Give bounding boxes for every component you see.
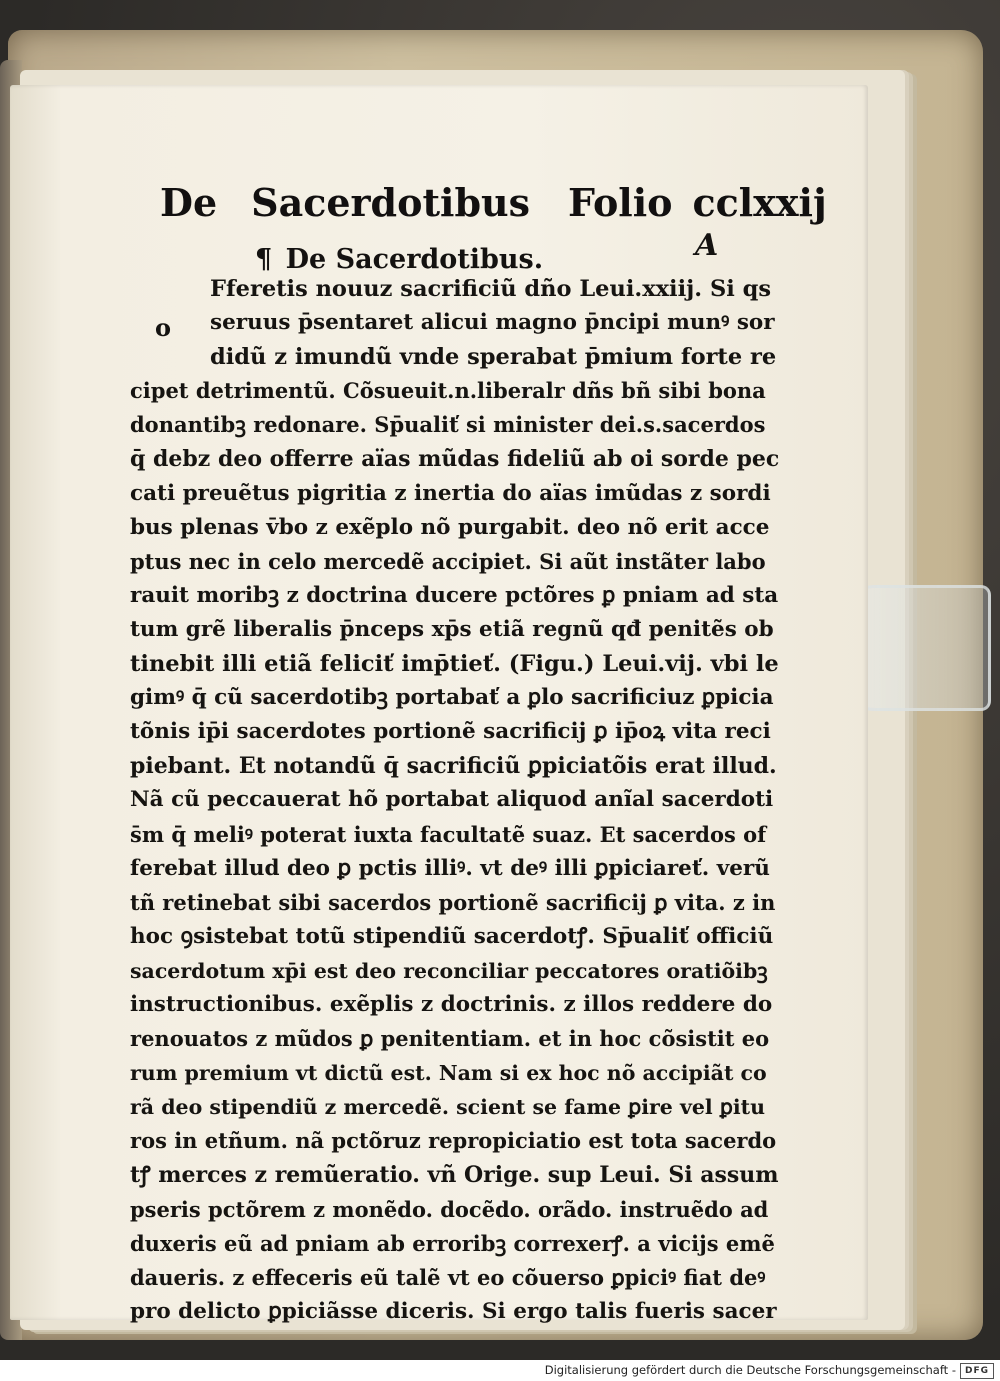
running-head-title: Sacerdotibus bbox=[251, 180, 531, 225]
initial-letter: o bbox=[155, 313, 172, 342]
text-line: pseris pctõrem z monẽdo. docẽdo. orãdo. instruẽdo ad bbox=[130, 1196, 769, 1222]
text-line: cipet detrimentũ. Cõsueuit.n.liberalr dñs bñ sibi bona bbox=[130, 378, 766, 404]
section-heading bbox=[255, 244, 543, 275]
running-head-folio-number: cclxxij bbox=[692, 180, 827, 225]
dfg-logo: DFG bbox=[960, 1363, 994, 1379]
footer-bar bbox=[0, 1360, 1000, 1381]
text-line: tꝭ merces z remũeratio. vñ Orige. sup Leui. Si assum bbox=[130, 1162, 779, 1189]
text-line: rauit moribꝫ z doctrina ducere pctõres ꝑ pniam ad sta bbox=[130, 582, 779, 608]
body-text bbox=[130, 272, 780, 1329]
text-line: instructionibus. exẽplis z doctrinis. z illos reddere do bbox=[130, 991, 773, 1017]
text-line: daueris. z effeceris eũ talẽ vt eo cõuerso ꝑpiciꝰ fiat deꝰ bbox=[130, 1264, 766, 1290]
text-line: renouatos z mũdos ꝑ penitentiam. et in hoc cõsistit eo bbox=[130, 1026, 770, 1052]
text-line: tõnis ip̄i sacerdotes portionẽ sacrificij ꝑ ip̄oꝝ vita reci bbox=[130, 719, 771, 745]
text-line: donantibꝫ redonare. Sp̄ualiť si minister dei.s.sacerdos bbox=[130, 412, 766, 438]
text-line: Fferetis nouuz sacrificiũ dño Leui.xxiij. Si qs bbox=[210, 276, 771, 302]
text-line: hoc ꝯsistebat totũ stipendiũ sacerdotꝭ. Sp̄ualiť officiũ bbox=[130, 923, 774, 949]
text-line: piebant. Et notandũ q̄ sacrificiũ ꝑpiciatõis erat illud. bbox=[130, 753, 777, 780]
running-head-folio-label: Folio bbox=[568, 180, 673, 225]
text-line: rã deo stipendiũ z mercedẽ. scient se fame ꝑire vel ꝑitu bbox=[130, 1095, 766, 1120]
text-line: tñ retinebat sibi sacerdos portionẽ sacrificij ꝑ vita. z in bbox=[130, 889, 776, 915]
text-line: bus plenas v̄bo z exẽplo nõ purgabit. deo nõ erit acce bbox=[130, 514, 770, 540]
text-line: sacerdotum xp̄i est deo reconciliar peccatores oratiõibꝫ bbox=[130, 958, 768, 983]
text-line: seruus p̄sentaret alicui magno p̄ncipi munꝰ sor bbox=[210, 310, 775, 336]
text-line: ptus nec in celo mercedẽ accipiet. Si aũt instãter labo bbox=[130, 548, 766, 574]
text-line: pro delicto ꝑpiciãsse diceris. Si ergo talis fueris sacer bbox=[130, 1298, 777, 1324]
text-line: duxeris eũ ad pniam ab erroribꝫ correxerꝭ. a vicijs emẽ bbox=[130, 1230, 775, 1256]
pilcrow-mark: ¶ bbox=[255, 244, 273, 275]
text-line: q̄ debz deo offerre aïas mũdas fideliũ ab oi sorde pec bbox=[130, 446, 780, 473]
text-line: Nã cũ peccauerat hõ portabat aliquod anĩal sacerdoti bbox=[130, 787, 774, 813]
running-head bbox=[160, 180, 827, 228]
text-line: ferebat illud deo ꝑ pctis illiꝰ. vt deꝰ illi ꝑpiciareť. verũ bbox=[130, 855, 770, 881]
text-line: s̄m q̄ meliꝰ poterat iuxta facultatẽ suaz. Et sacerdos of bbox=[130, 821, 767, 847]
text-line: tum grẽ liberalis p̄nceps xp̄s etiã regnũ qđ penitẽs ob bbox=[130, 616, 774, 642]
section-heading-text: De Sacerdotibus. bbox=[285, 244, 544, 275]
footer-credit: Digitalisierung gefördert durch die Deutsche Forschungsgemeinschaft - bbox=[544, 1363, 956, 1377]
text-line: didũ z imundũ vnde sperabat p̄mium forte re bbox=[210, 344, 777, 371]
text-line: tinebit illi etiã feliciť imp̄tieť. (Figu.) Leui.vij. vbi le bbox=[130, 651, 779, 678]
text-line: rum premium vt dictũ est. Nam si ex hoc nõ accipiãt co bbox=[130, 1061, 767, 1086]
text-line: cati preuẽtus pigritia z inertia do aïas imũdas z sordi bbox=[130, 480, 771, 506]
text-line: ros in etñum. nã pctõruz repropiciatio est tota sacerdo bbox=[130, 1128, 777, 1154]
text-line: gimꝰ q̄ cũ sacerdotibꝫ portabať a ꝑlo sacrificiuz ꝑpicia bbox=[130, 685, 774, 711]
signature-mark: A bbox=[695, 228, 719, 263]
running-head-left: De bbox=[160, 180, 218, 225]
